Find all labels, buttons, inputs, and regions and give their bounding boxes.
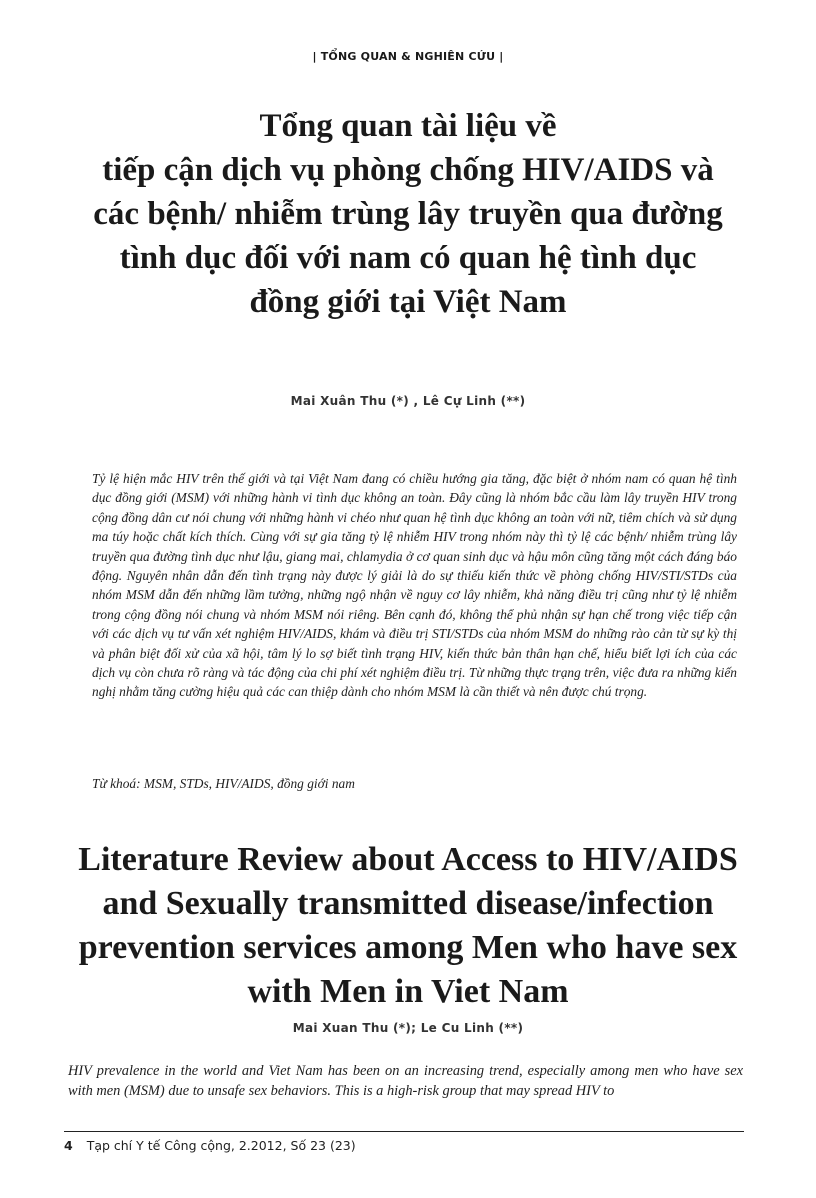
english-title-line: and Sexually transmitted disease/infection (102, 885, 714, 922)
vietnamese-title (60, 104, 756, 324)
page-number: 4 (64, 1138, 73, 1153)
english-title-line: Literature Review about Access to HIV/AIDS (78, 841, 738, 878)
footer-divider (64, 1131, 744, 1132)
vietnamese-title-line: tình dục đối với nam có quan hệ tình dục (119, 240, 697, 276)
page-footer (64, 1138, 356, 1153)
vietnamese-authors: Mai Xuân Thu (*) , Lê Cự Linh (**) (290, 394, 526, 408)
english-title-line: prevention services among Men who have sex (78, 929, 738, 966)
section-tag: | TỔNG QUAN & NGHIÊN CỨU | (312, 50, 504, 63)
vietnamese-title-line: đồng giới tại Việt Nam (249, 284, 567, 320)
vietnamese-title-line: tiếp cận dịch vụ phòng chống HIV/AIDS và (102, 152, 714, 188)
vietnamese-title-line: các bệnh/ nhiễm trùng lây truyền qua đường (93, 196, 723, 232)
journal-citation: Tạp chí Y tế Công cộng, 2.2012, Số 23 (23) (86, 1138, 356, 1153)
english-title-line: with Men in Viet Nam (247, 973, 569, 1010)
vietnamese-keywords: Từ khoá: MSM, STDs, HIV/AIDS, đồng giới nam (92, 776, 355, 791)
english-title (40, 838, 776, 1014)
english-authors: Mai Xuan Thu (*); Le Cu Linh (**) (292, 1021, 524, 1035)
vietnamese-abstract: Tỷ lệ hiện mắc HIV trên thế giới và tại Việt Nam đang có chiều hướng gia tăng, đặc biệt ở nhóm nam có quan hệ tình dục đồng giới (MSM) với những hành vi tình dục không an toàn. Đây cũng là nhóm bắc cầu làm lây truyền HIV trong cộng đồng dân cư nói chung với những hành vi chéo như quan hệ tình dục không an toàn với nữ, tiêm chích và sử dụng ma túy hoặc chất kích thích. Cùng với sự gia tăng tỷ lệ nhiễm HIV trong nhóm này thì tỷ lệ các bệnh/ nhiễm trùng lây truyền qua đường tình dục như lậu, giang mai, chlamydia ở cơ quan sinh dục và hậu môn cũng tăng một cách đáng báo động. Nguyên nhân dẫn đến tình trạng này được lý giải là do sự thiếu kiến thức về phòng chống HIV/STI/STDs của nhóm MSM dẫn đến những lầm tưởng, những ngộ nhận về nguy cơ lây nhiễm, khả năng điều trị cũng như tỷ lệ nhiễm trong cộng đồng nói chung và nhóm MSM nói riêng. Bên cạnh đó, không thể phủ nhận sự hạn chế trong việc tiếp cận với các dịch vụ tư vấn xét nghiệm HIV/AIDS, khám và điều trị STI/STDs của nhóm MSM do những rào cản từ sự kỳ thị và phân biệt đối xử của xã hội, tâm lý lo sợ biết tình trạng HIV, kiến thức bản thân hạn chế, hiểu biết lợi ích của các dịch vụ còn chưa rõ ràng và tác động của chi phí xét nghiệm điều trị. Từ những thực trạng trên, việc đưa ra những kiến nghị nhằm tăng cường hiệu quả các can thiệp dành cho nhóm MSM là cần thiết và nên được chú trọng. (92, 471, 737, 700)
vietnamese-title-line: Tổng quan tài liệu về (259, 108, 557, 144)
english-abstract: HIV prevalence in the world and Viet Nam has been on an increasing trend, especially among men who have sex with men (MSM) due to unsafe sex behaviors. This is a high-risk group that may spread HIV to (68, 1063, 743, 1099)
